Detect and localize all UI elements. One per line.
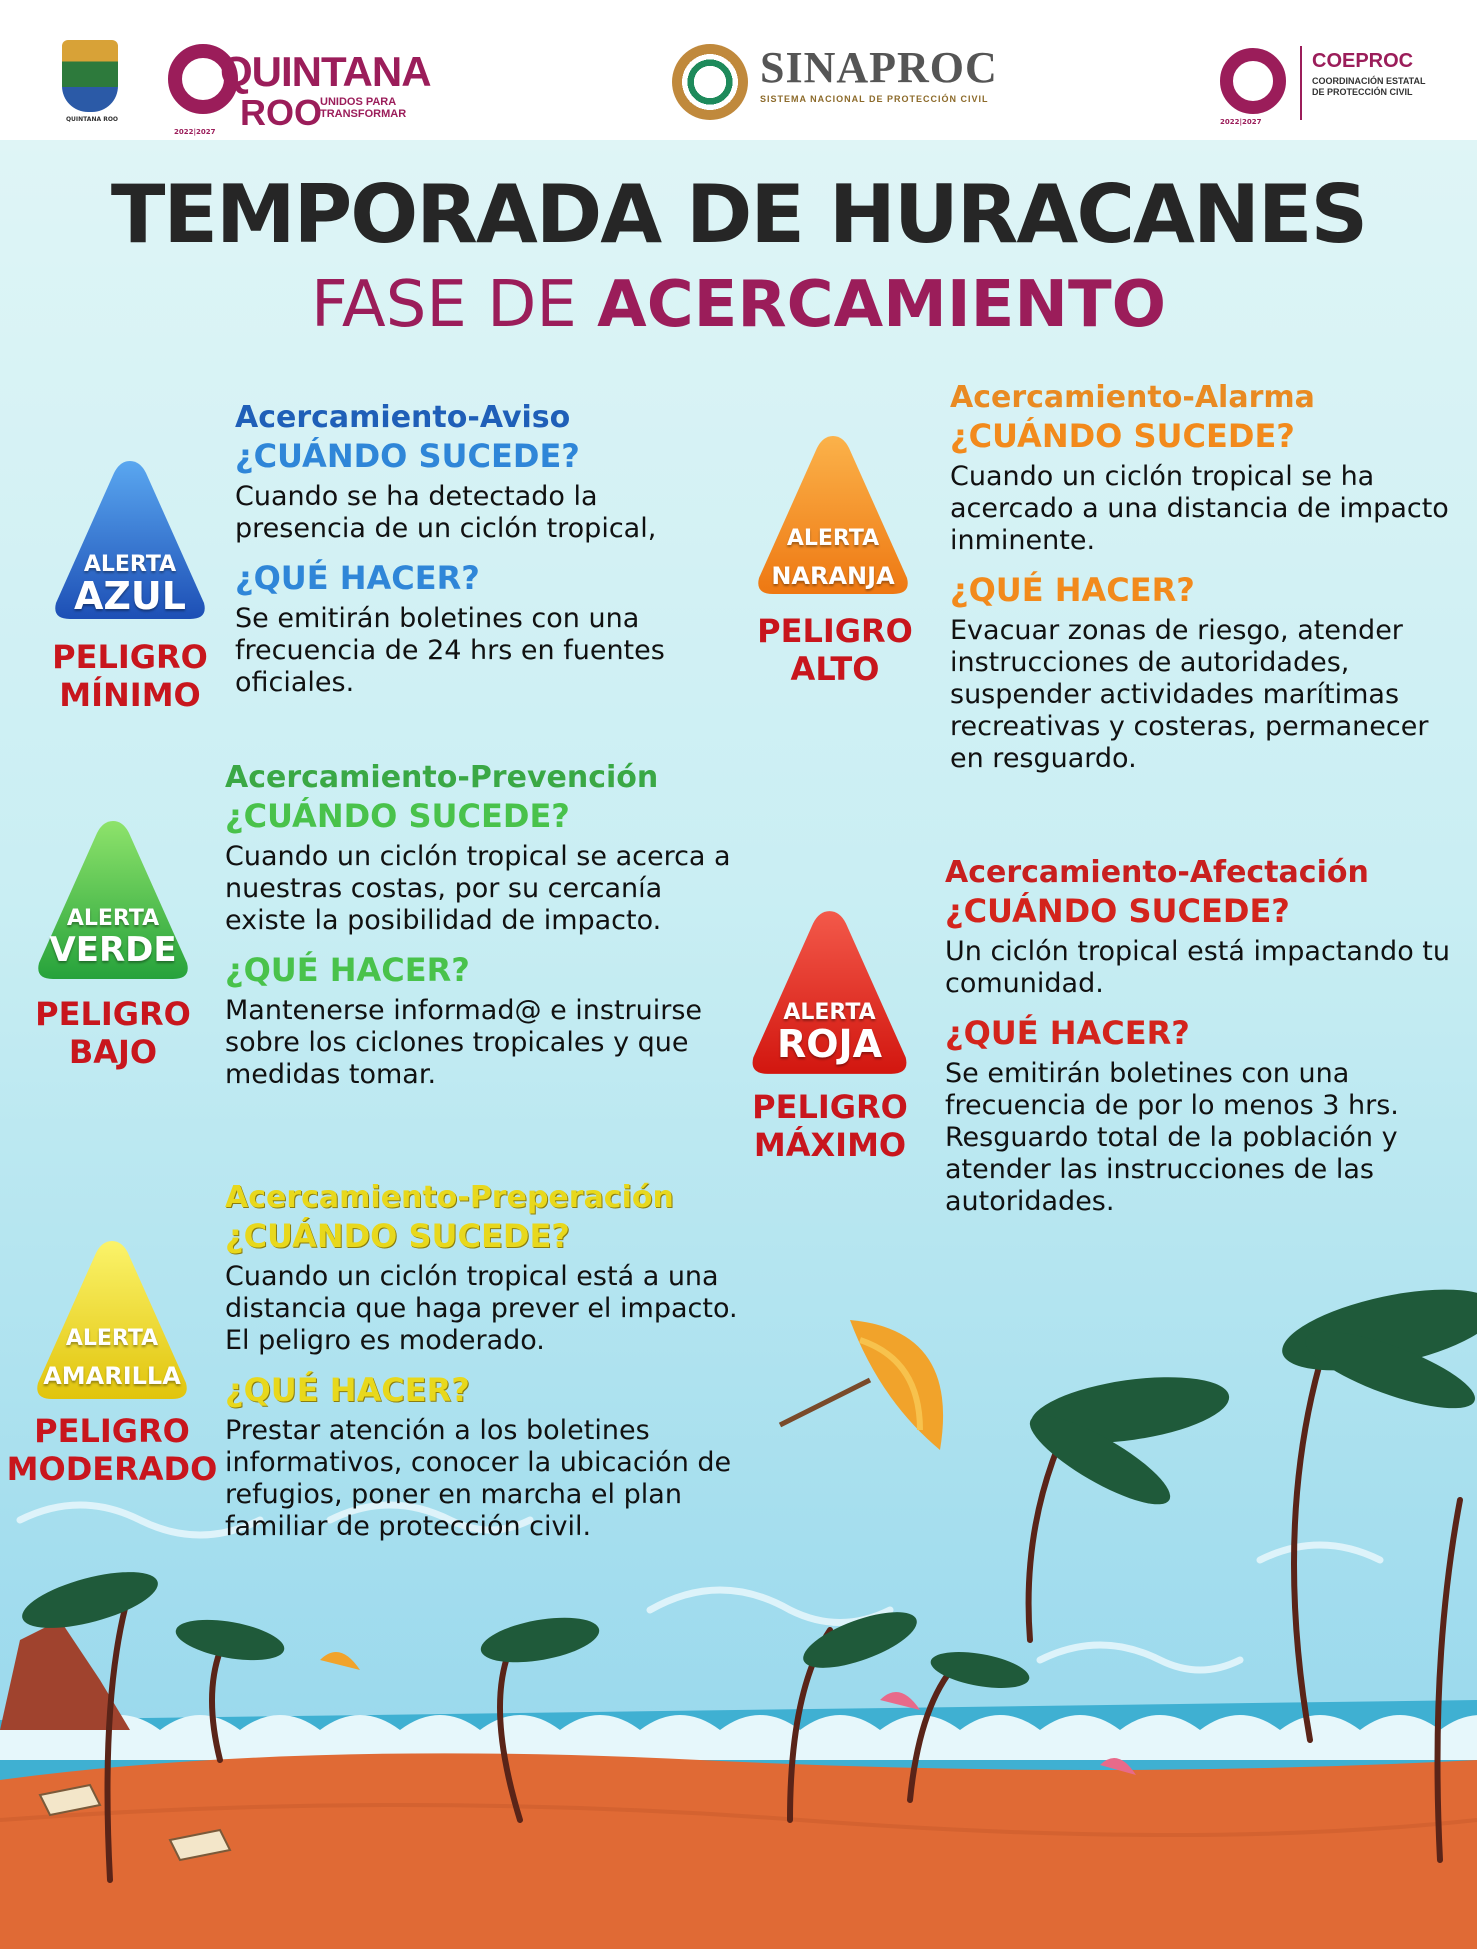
alert-naranja-peligro-1: PELIGRO	[757, 612, 913, 650]
alert-amarilla-heading: Acercamiento-Preperación	[225, 1180, 674, 1215]
alert-naranja-label-top: ALERTA	[786, 526, 880, 551]
alert-verde-heading: Acercamiento-Prevención	[225, 760, 659, 795]
alert-roja-when-text: Un ciclón tropical está impactando tu comunidad.	[945, 936, 1450, 999]
alert-amarilla-when-question: ¿CUÁNDO SUCEDE?	[225, 1217, 570, 1255]
sinaproc-name: SINAPROC	[760, 43, 998, 92]
alert-verde-peligro	[8, 995, 218, 1071]
alert-verde-info	[225, 760, 745, 1091]
coeproc-name: COEPROC	[1312, 50, 1414, 72]
alert-roja-peligro-2: MÁXIMO	[753, 1126, 907, 1164]
alert-naranja-label-main: NARANJA	[771, 562, 895, 590]
alert-naranja-when-question: ¿CUÁNDO SUCEDE?	[950, 417, 1295, 455]
alert-azul-when-text: Cuando se ha detectado la presencia de un ciclón tropical,	[235, 481, 657, 544]
quintana-roo-emblem-caption: QUINTANA ROO	[65, 116, 119, 123]
alert-amarilla-when-text: Cuando un ciclón tropical está a una distancia que haga prever el impacto. El peligro es moderado.	[225, 1261, 738, 1356]
alert-roja-label-main: ROJA	[776, 1022, 883, 1066]
main-title: TEMPORADA DE HURACANES	[110, 168, 1367, 261]
alert-amarilla-peligro-2: MODERADO	[6, 1450, 218, 1488]
sinaproc-emblem-icon	[672, 44, 748, 120]
alert-verde-what-question: ¿QUÉ HACER?	[225, 951, 470, 989]
alert-naranja-info	[950, 380, 1460, 775]
alert-azul-what-question: ¿QUÉ HACER?	[235, 559, 480, 597]
quintana-roo-years: 2022|2027	[174, 128, 216, 136]
alert-verde-what-text: Mantenerse informad@ e instruirse sobre los ciclones tropicales y que medidas tomar.	[225, 995, 703, 1090]
alert-azul-label-top: ALERTA	[83, 552, 177, 577]
subtitle-prefix: FASE DE	[310, 268, 577, 342]
subtitle-bold: ACERCAMIENTO	[597, 268, 1167, 342]
alert-roja-what-text: Se emitirán boletines con una frecuencia de por lo menos 3 hrs. Resguardo total de la población y atender las instrucciones de las autoridades.	[945, 1058, 1399, 1217]
alert-naranja-what-question: ¿QUÉ HACER?	[950, 571, 1195, 609]
header-logos	[0, 0, 1477, 140]
alert-azul-info	[235, 400, 735, 699]
alert-amarilla-peligro-1: PELIGRO	[34, 1412, 190, 1450]
quintana-roo-logo-text2: ROO	[240, 92, 323, 133]
alert-verde-when-question: ¿CUÁNDO SUCEDE?	[225, 797, 570, 835]
alert-verde-label-top: ALERTA	[66, 906, 160, 931]
subtitle	[0, 268, 1477, 342]
alert-roja-peligro-1: PELIGRO	[752, 1088, 908, 1126]
alert-roja-info	[945, 855, 1460, 1218]
quintana-roo-logo-text: QUINTANA	[220, 48, 431, 95]
alert-naranja-when-text: Cuando un ciclón tropical se ha acercado a una distancia de impacto inminente.	[950, 461, 1449, 556]
alert-roja-heading: Acercamiento-Afectación	[945, 855, 1369, 890]
alert-amarilla-info	[225, 1180, 765, 1543]
alert-verde-when-text: Cuando un ciclón tropical se acerca a nuestras costas, por su cercanía existe la posibilidad de impacto.	[225, 841, 731, 936]
alert-naranja-heading: Acercamiento-Alarma	[950, 380, 1315, 415]
alert-roja-label-top: ALERTA	[783, 1000, 876, 1025]
coeproc-divider	[1300, 46, 1302, 120]
alert-azul-heading: Acercamiento-Aviso	[235, 400, 571, 435]
alert-azul-peligro	[20, 638, 240, 714]
alert-naranja-what-text: Evacuar zonas de riesgo, atender instrucciones de autoridades, suspender actividades marítimas recreativas y costeras, permanecer en resguardo.	[950, 615, 1429, 774]
alert-azul-label-main: AZUL	[73, 574, 187, 618]
alert-amarilla-peligro	[2, 1412, 222, 1488]
alert-amarilla-label-top: ALERTA	[65, 1326, 159, 1351]
alert-azul-when-question: ¿CUÁNDO SUCEDE?	[235, 437, 580, 475]
alert-roja-peligro	[725, 1088, 935, 1164]
quintana-roo-emblem-icon	[62, 40, 118, 112]
alert-verde-peligro-1: PELIGRO	[35, 995, 191, 1033]
sinaproc-subtitle: SISTEMA NACIONAL DE PROTECCIÓN CIVIL	[760, 94, 989, 104]
alert-naranja-peligro	[730, 612, 940, 688]
coeproc-subtitle: COORDINACIÓN ESTATAL DE PROTECCIÓN CIVIL	[1312, 76, 1426, 97]
alert-amarilla-label-main: AMARILLA	[43, 1362, 181, 1390]
alert-roja-what-question: ¿QUÉ HACER?	[945, 1014, 1190, 1052]
alert-verde-label-main: VERDE	[49, 930, 177, 970]
quintana-roo-tagline: UNIDOS PARA TRANSFORMAR	[320, 96, 407, 120]
alert-verde-peligro-2: BAJO	[68, 1033, 158, 1071]
flying-umbrella-icon	[780, 1320, 943, 1450]
alert-roja-when-question: ¿CUÁNDO SUCEDE?	[945, 892, 1290, 930]
alert-azul-peligro-2: MÍNIMO	[59, 676, 201, 714]
alert-azul-what-text: Se emitirán boletines con una frecuencia de 24 hrs en fuentes oficiales.	[235, 603, 665, 698]
alert-naranja-peligro-2: ALTO	[790, 650, 880, 688]
coeproc-years: 2022|2027	[1220, 118, 1262, 126]
alert-azul-peligro-1: PELIGRO	[52, 638, 208, 676]
coeproc-q-icon	[1220, 48, 1286, 114]
sea-foam	[0, 1715, 1477, 1760]
alert-amarilla-what-question: ¿QUÉ HACER?	[225, 1371, 470, 1409]
alert-amarilla-what-text: Prestar atención a los boletines informativos, conocer la ubicación de refugios, poner en marcha el plan familiar de protección civil.	[225, 1415, 732, 1542]
